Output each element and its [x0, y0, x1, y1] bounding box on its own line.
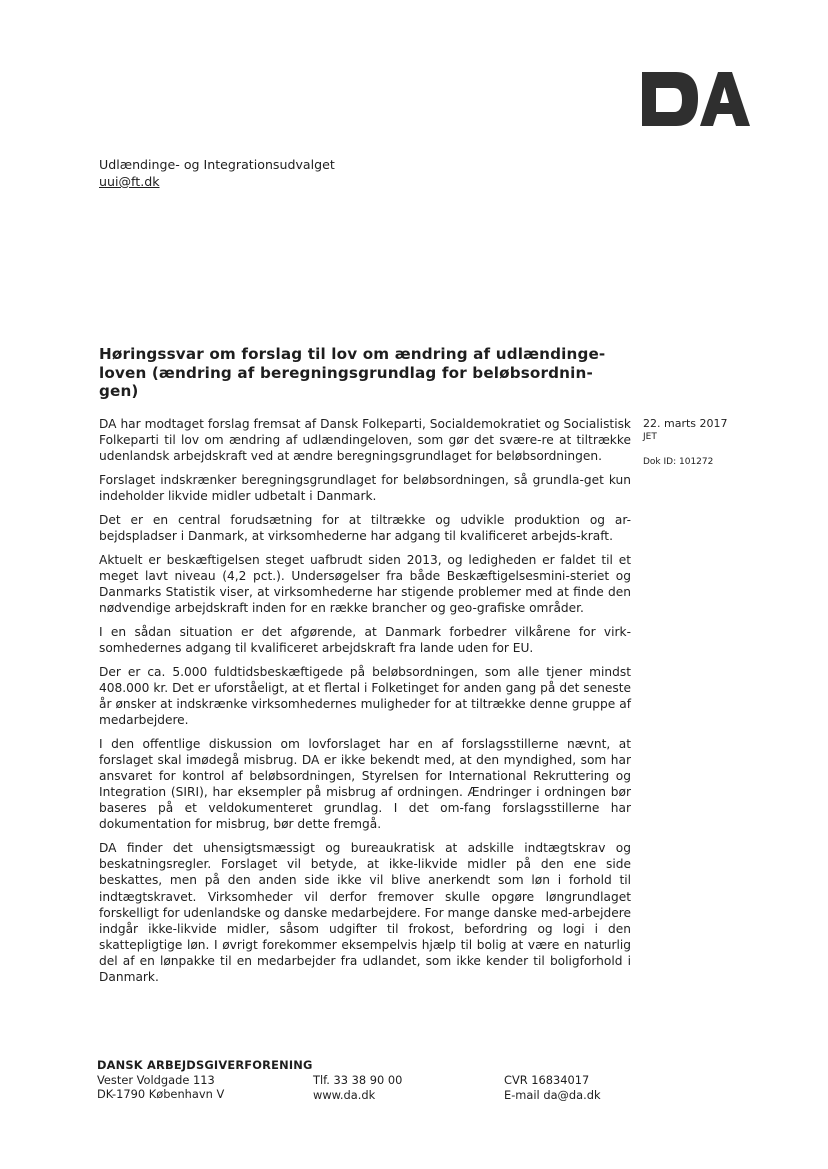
footer-phone: Tlf. 33 38 90 00	[313, 1073, 403, 1087]
document-date: 22. marts 2017	[643, 417, 728, 430]
body-paragraph: Der er ca. 5.000 fuldtidsbeskæftigede på beløbsordningen, som alle tjener mindst 408.000 kr. Det er uforståeligt, at et flertal i Folketinget for anden gang på det seneste år ønsker at indskrænke virksomhedernes muligheder for at tiltrække denne gruppe af medarbejdere.	[99, 664, 631, 727]
footer-registration	[504, 1073, 601, 1102]
title-line: Høringssvar om forslag til lov om ændring af udlændinge-	[99, 345, 606, 363]
body-paragraph: DA har modtaget forslag fremsat af Dansk Folkeparti, Socialdemokratiet og Socialistisk Folkeparti til lov om ændring af udlændingeloven, som gør det svære-re at tiltrække udenlandsk arbejdskraft ved at ændre beregningsgrundlaget for beløbsordningen.	[99, 417, 631, 464]
side-metadata	[643, 417, 728, 470]
body-paragraph: DA finder det uhensigtsmæssigt og bureaukratisk at adskille indtægtskrav og beskatningsregler. Forslaget vil betyde, at ikke-likvide midler på den ene side beskattes, men på den anden side ikke vil blive anerkendt som løn i forhold til indtægtskravet. Virksomheder vil derfor fremover skulle opgøre løngrundlaget forskelligt for udenlandske og danske medarbejdere. For mange danske med-arbejdere indgår ikke-likvide midler, såsom udgifter til frokost, befordring og logi i den skattepligtige løn. I øvrigt forekommer eksempelvis hjælp til bolig at være en naturlig del af en lønpakke til en medarbejder fra udlandet, som ikke kender til boligforhold i Danmark.	[99, 841, 631, 985]
footer-organization	[97, 1058, 313, 1102]
document-body	[99, 416, 631, 993]
footer-address-line: Vester Voldgade 113	[97, 1072, 215, 1087]
footer-email-link[interactable]: E-mail da@da.dk	[504, 1087, 601, 1102]
logo-d-notch	[642, 72, 656, 90]
footer-org-name: DANSK ARBEJDSGIVERFORENING	[97, 1058, 313, 1072]
body-paragraph: I en sådan situation er det afgørende, at Danmark forbedrer vilkårene for virk-somhedernes adgang til kvalificeret arbejdskraft fra lande uden for EU.	[99, 624, 631, 655]
footer-contact	[313, 1073, 402, 1102]
author-initials: JET	[643, 431, 657, 442]
body-paragraph: Forslaget indskrænker beregningsgrundlaget for beløbsordningen, så grundla-get kun indeholder likvide midler udbetalt i Danmark.	[99, 472, 631, 504]
body-paragraph: Aktuelt er beskæftigelsen steget uafbrudt siden 2013, og ledigheden er faldet til et meget lavt niveau (4,2 pct.). Undersøgelser fra både Beskæftigelsesmini-steriet og Danmarks Statistik viser, at virksomhederne har stigende problemer med at finde den nødvendige arbejdskraft inden for en række brancher og geo-grafiske områder.	[99, 552, 631, 616]
body-paragraph: Det er en central forudsætning for at tiltrække og udvikle produktion og ar-bejdspladser i Danmark, at virksomhederne har adgang til kvalificeret arbejds-kraft.	[99, 512, 631, 543]
da-logo	[640, 70, 750, 130]
footer-cvr: CVR 16834017	[504, 1073, 590, 1087]
title-line: loven (ændring af beregningsgrundlag for beløbsordnin-	[99, 363, 593, 382]
document-title	[99, 345, 644, 401]
title-line: gen)	[99, 382, 139, 401]
footer-address-line: DK-1790 København V	[97, 1087, 225, 1102]
recipient-email-link[interactable]: uui@ft.dk	[99, 174, 160, 189]
document-id: Dok ID: 101272	[643, 457, 714, 467]
footer-web-link[interactable]: www.da.dk	[313, 1087, 376, 1102]
recipient-block	[99, 156, 335, 190]
recipient-name: Udlændinge- og Integrationsudvalget	[99, 157, 335, 172]
body-paragraph: I den offentlige diskussion om lovforslaget har en af forslagsstillerne nævnt, at forslaget skal imødegå misbrug. DA er ikke bekendt med, at den myndighed, som har ansvaret for kontrol af beløbsordningen, Styrelsen for International Rekruttering og Integration (SIRI), har eksempler på misbrug af ordningen. Ændringer i ordningen bør baseres på et veldokumenteret grundlag. I det om-fang forslagsstillerne har dokumentation for misbrug, bør dette fremgå.	[99, 736, 631, 832]
logo-a-shape	[700, 72, 750, 126]
